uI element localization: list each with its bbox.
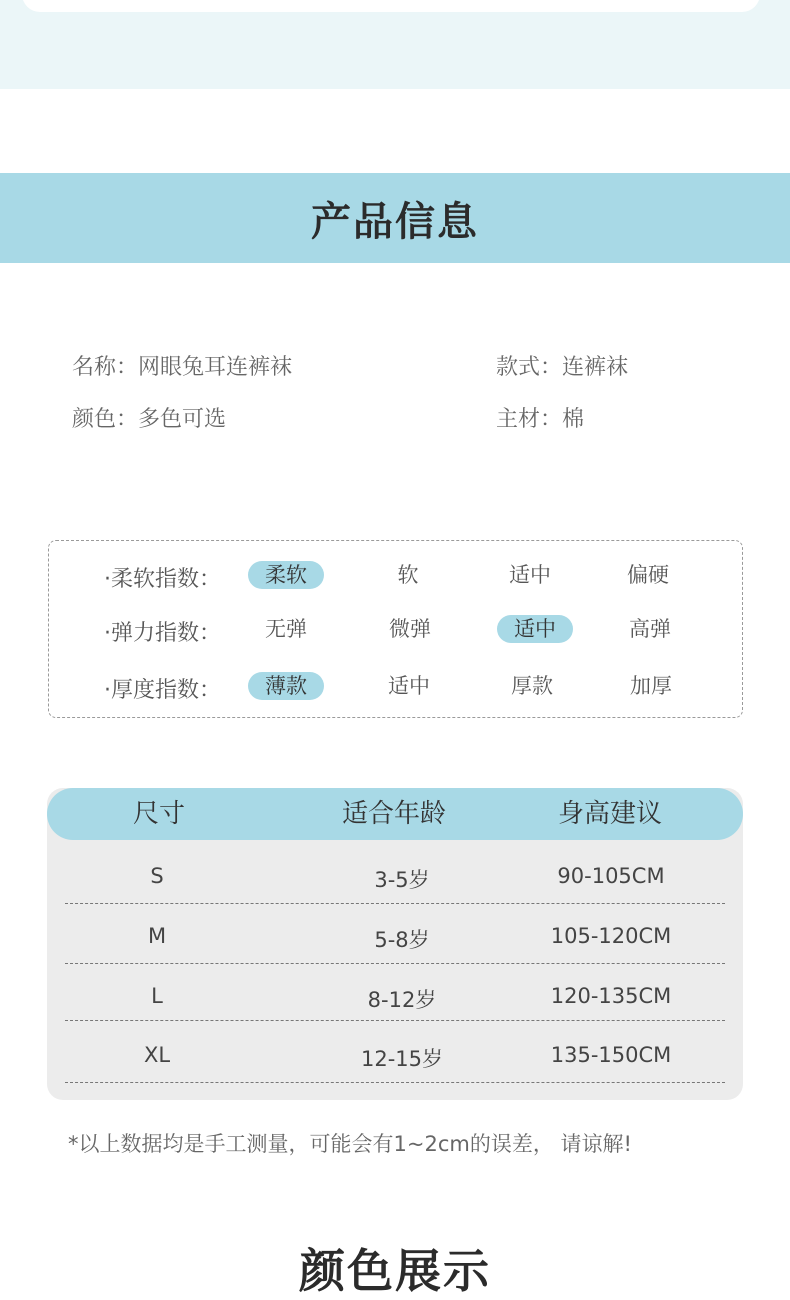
elasticity-option-2: 微弹 <box>389 617 431 641</box>
table-row <box>65 1043 725 1083</box>
top-image-band <box>0 0 790 89</box>
thickness-option-3: 厚款 <box>511 674 553 698</box>
section-title: 产品信息 <box>311 198 479 245</box>
cell-size: M <box>147 924 167 948</box>
table-row <box>65 864 725 904</box>
elasticity-option-1: 无弹 <box>265 617 307 641</box>
thickness-option-4: 加厚 <box>630 674 672 698</box>
cell-age: 12-15岁 <box>360 1047 444 1071</box>
cell-age: 8-12岁 <box>367 988 437 1012</box>
product-image-card <box>22 0 760 12</box>
cell-height: 135-150CM <box>550 1043 672 1067</box>
table-row <box>65 984 725 1021</box>
header-size: 尺寸 <box>132 799 185 829</box>
cell-age: 5-8岁 <box>374 928 430 952</box>
cell-size: L <box>151 984 163 1008</box>
elasticity-option-4: 高弹 <box>629 617 671 641</box>
elasticity-label: ·弹力指数： <box>104 621 221 646</box>
size-table-header <box>47 788 743 840</box>
softness-option-4: 偏硬 <box>627 563 669 587</box>
elasticity-option-3: 适中 <box>497 615 573 643</box>
cell-age: 3-5岁 <box>374 868 430 892</box>
info-name: 名称：网眼兔耳连裤袜 <box>72 355 293 380</box>
measurement-note: *以上数据均是手工测量，可能会有1~2cm的误差， 请谅解! <box>68 1132 632 1156</box>
softness-option-1: 柔软 <box>248 561 324 589</box>
info-style: 款式：连裤袜 <box>496 355 629 380</box>
size-table <box>47 788 743 1100</box>
index-panel <box>48 540 743 718</box>
softness-option-2: 软 <box>397 563 419 587</box>
softness-option-3: 适中 <box>509 563 551 587</box>
info-color: 颜色：多色可选 <box>72 407 227 432</box>
thickness-label: ·厚度指数： <box>104 678 221 703</box>
cell-size: S <box>150 864 164 888</box>
header-age: 适合年龄 <box>341 799 446 829</box>
product-info-banner <box>0 173 790 263</box>
table-row <box>65 924 725 964</box>
header-height: 身高建议 <box>557 799 662 829</box>
thickness-option-1: 薄款 <box>248 672 324 700</box>
cell-size: XL <box>143 1043 171 1067</box>
thickness-option-2: 适中 <box>388 674 430 698</box>
cell-height: 90-105CM <box>557 864 665 888</box>
color-section-title: 颜色展示 <box>299 1244 491 1298</box>
info-material: 主材：棉 <box>496 407 585 432</box>
cell-height: 105-120CM <box>550 924 672 948</box>
softness-label: ·柔软指数： <box>104 567 221 592</box>
cell-height: 120-135CM <box>550 984 672 1008</box>
